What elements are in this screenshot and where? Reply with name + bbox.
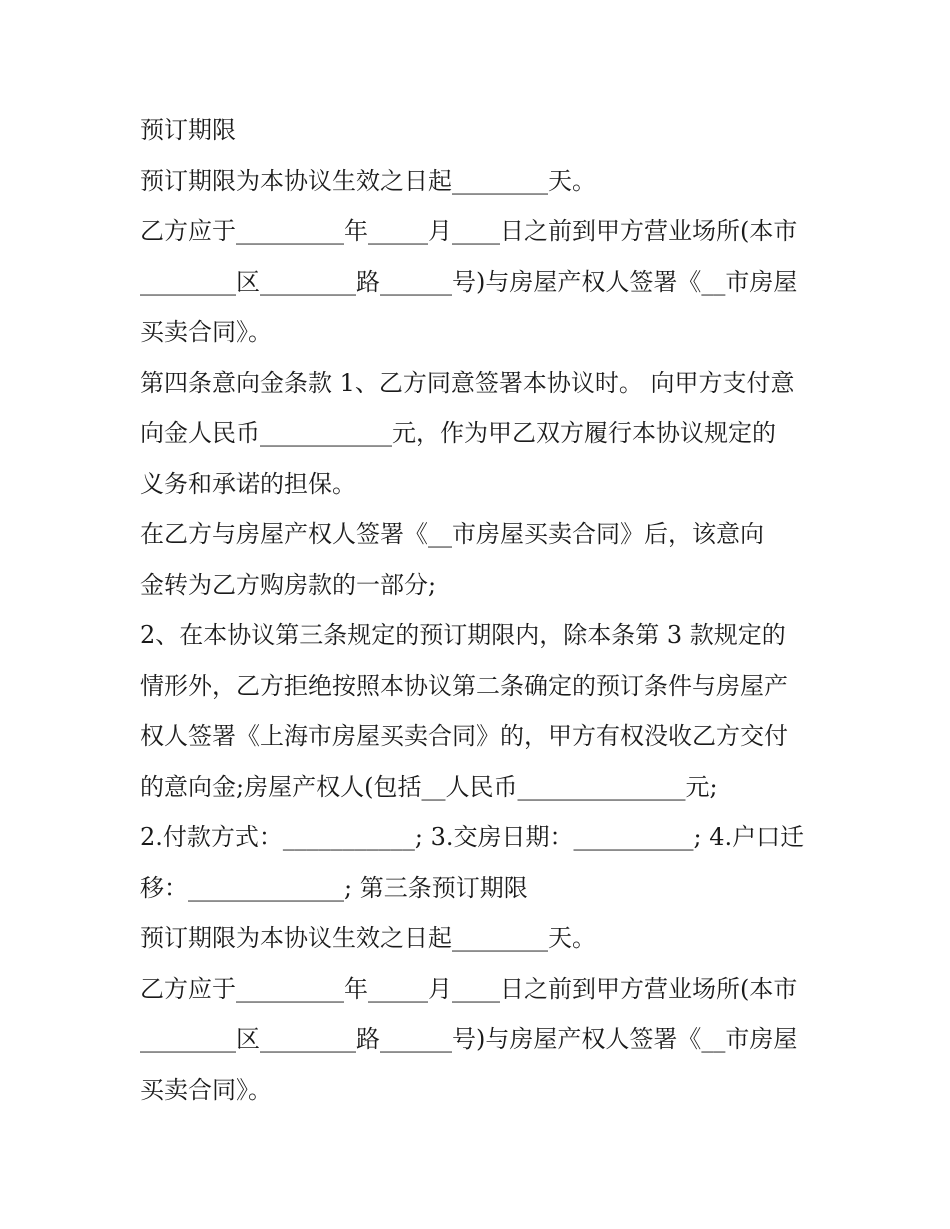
text-line: 向金人民币___________元，作为甲乙双方履行本协议规定的: [140, 419, 776, 447]
text-line: ________区________路______号)与房屋产权人签署《__市房屋: [140, 267, 798, 296]
text-line: 情形外，乙方拒绝按照本协议第二条确定的预订条件与房屋产: [140, 671, 788, 700]
text-line: 在乙方与房屋产权人签署《__市房屋买卖合同》后，该意向: [140, 520, 764, 548]
text-line: 2.付款方式：___________; 3.交房日期：__________; 4.户口迁: [140, 823, 805, 851]
text-line: 第四条意向金条款 1、乙方同意签署本协议时。 向甲方支付意: [140, 368, 795, 397]
text-line: 金转为乙方购房款的一部分;: [140, 570, 437, 599]
document-body: [140, 105, 820, 1115]
text-line: 买卖合同》。: [140, 318, 272, 346]
text-line: 的意向金;房屋产权人(包括__人民币______________元;: [140, 772, 718, 801]
text-line: 义务和承诺的担保。: [140, 469, 356, 498]
text-line: 预订期限为本协议生效之日起________天。: [140, 924, 596, 952]
text-line: 乙方应于_________年_____月____日之前到甲方营业场所(本市: [140, 217, 798, 245]
text-line: 预订期限为本协议生效之日起________天。: [140, 166, 596, 195]
text-line: 乙方应于_________年_____月____日之前到甲方营业场所(本市: [140, 974, 798, 1003]
text-line: 移：_____________; 第三条预订期限: [140, 873, 528, 902]
text-line: 权人签署《上海市房屋买卖合同》的，甲方有权没收乙方交付: [140, 722, 788, 750]
text-line: 预订期限: [140, 116, 236, 144]
text-line: ________区________路______号)与房屋产权人签署《__市房屋: [140, 1025, 798, 1053]
text-line: 2、在本协议第三条规定的预订期限内，除本条第 3 款规定的: [140, 621, 786, 649]
text-line: 买卖合同》。: [140, 1075, 272, 1104]
